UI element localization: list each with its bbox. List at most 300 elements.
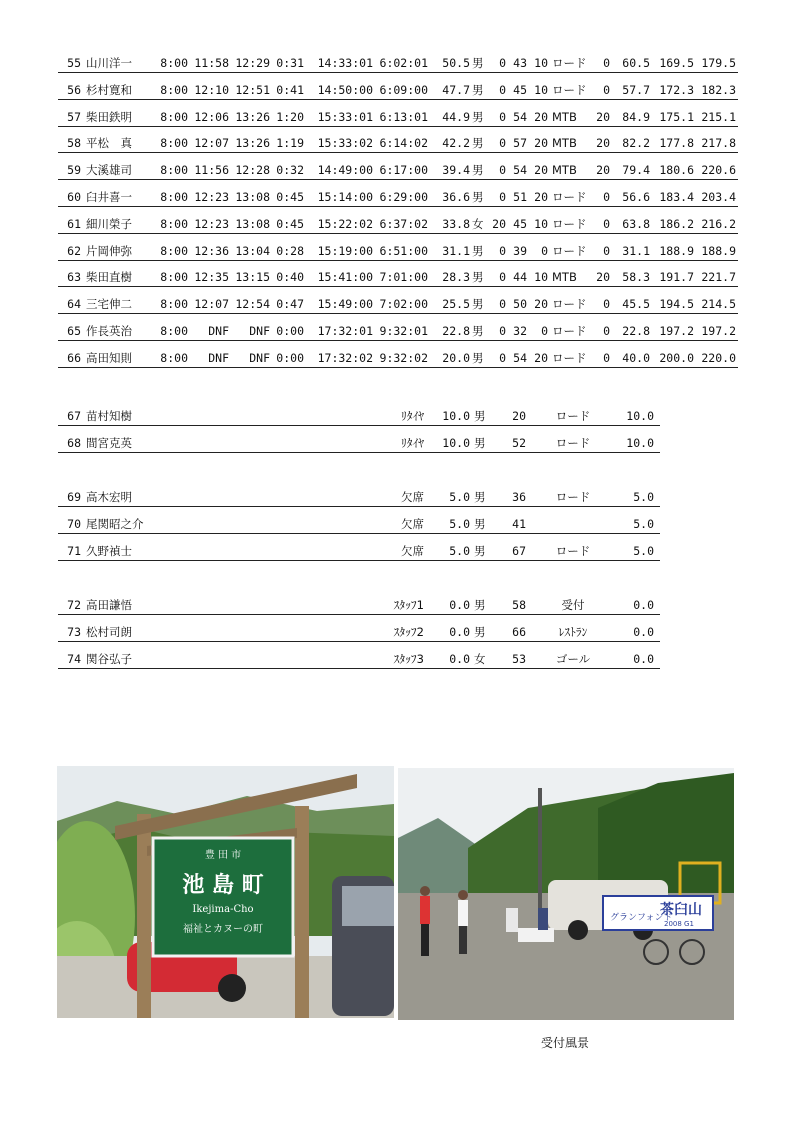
status-row — [58, 539, 660, 561]
cell-age: 58 — [512, 598, 526, 612]
cell-t2: 13:15 — [235, 270, 270, 285]
cell-rest: 0:45 — [276, 190, 304, 204]
status-row — [58, 620, 660, 642]
cell-finish: 14:50:00 — [317, 82, 373, 97]
result-row — [58, 239, 738, 261]
cell-age: 57 — [513, 136, 527, 151]
cell-sex: 男 — [474, 598, 486, 612]
cell-bp: 0 — [603, 190, 610, 204]
cell-status: ｽﾀｯﾌ3 — [393, 652, 424, 666]
cell-a: 22.8 — [622, 324, 650, 338]
cell-rest: 0:40 — [276, 270, 304, 285]
cell-t1: 12:23 — [194, 190, 229, 204]
cell-name: 片岡伸弥 — [86, 243, 132, 258]
cell-name: 松村司朗 — [86, 625, 132, 639]
banner-line3: 2008 G1 — [664, 920, 694, 928]
cell-age: 39 — [513, 243, 527, 258]
sign-romaji-text: Ikejima-Cho — [192, 904, 254, 915]
cell-rest: 0:32 — [276, 163, 304, 178]
cell-s2: 20 — [492, 216, 506, 231]
cell-total: 6:02:01 — [379, 56, 428, 70]
cell-rest: 1:19 — [276, 136, 304, 151]
cell-pts: 33.8 — [442, 216, 470, 231]
cell-total: 6:17:00 — [379, 163, 428, 178]
cell-a: 60.5 — [622, 56, 650, 70]
cell-finish: 15:19:00 — [317, 243, 373, 258]
cell-sex: 男 — [474, 625, 486, 639]
result-row — [58, 265, 738, 287]
cell-b: 20 — [534, 297, 548, 312]
cell-name: 高木宏明 — [86, 490, 132, 504]
cell-sex: 男 — [472, 270, 484, 285]
cell-rest: 0:28 — [276, 243, 304, 258]
cell-d: 214.5 — [701, 297, 736, 312]
cell-d: 217.8 — [701, 136, 736, 151]
cell-a: 58.3 — [622, 270, 650, 285]
status-row — [58, 485, 660, 507]
cell-start: 8:00 — [160, 136, 188, 151]
cell-no: 60 — [67, 190, 81, 204]
cell-start: 8:00 — [160, 297, 188, 312]
banner-line1: グランフォンド — [610, 913, 673, 923]
cell-t1: 12:23 — [194, 216, 229, 231]
cell-t2: 13:26 — [235, 109, 270, 124]
cell-sex: 男 — [472, 190, 484, 204]
cell-pts: 36.6 — [442, 190, 470, 204]
cell-start: 8:00 — [160, 109, 188, 124]
cell-sex: 男 — [474, 490, 486, 504]
cell-start: 8:00 — [160, 350, 188, 365]
cell-age: 53 — [512, 652, 526, 666]
sign-city-text: 豊 田 市 — [204, 850, 242, 861]
cell-bike: MTB — [552, 270, 577, 285]
cell-no: 73 — [67, 625, 81, 639]
cell-no: 63 — [67, 270, 81, 285]
result-row — [58, 131, 738, 153]
cell-sex: 男 — [472, 243, 484, 258]
cell-bp: 20 — [596, 270, 610, 285]
cell-t2: 13:04 — [235, 243, 270, 258]
cell-name: 柴田直樹 — [86, 270, 132, 285]
cell-bike: ロード — [552, 243, 587, 258]
cell-bp: 20 — [596, 163, 610, 178]
cell-no: 57 — [67, 109, 81, 124]
status-row — [58, 404, 660, 426]
cell-sex: 男 — [474, 544, 486, 558]
cell-pts: 20.0 — [442, 350, 470, 365]
cell-sex: 女 — [474, 652, 486, 666]
cell-age: 36 — [512, 490, 526, 504]
cell-c: 186.2 — [659, 216, 694, 231]
cell-no: 72 — [67, 598, 81, 612]
cell-age: 54 — [513, 350, 527, 365]
result-row — [58, 346, 738, 368]
cell-sex: 男 — [472, 82, 484, 97]
cell-bike: ロード — [552, 216, 587, 231]
cell-bike: ロード — [555, 544, 591, 558]
cell-s2: 0 — [499, 163, 506, 178]
cell-a: 57.7 — [622, 82, 650, 97]
cell-start: 8:00 — [160, 216, 188, 231]
cell-total: 6:51:00 — [379, 243, 428, 258]
cell-age: 54 — [513, 163, 527, 178]
cell-pts: 10.0 — [442, 436, 470, 450]
cell-s2: 0 — [499, 82, 506, 97]
cell-age: 44 — [513, 270, 527, 285]
cell-age: 45 — [513, 216, 527, 231]
cell-no: 70 — [67, 517, 81, 531]
cell-no: 62 — [67, 243, 81, 258]
status-row — [58, 593, 660, 615]
result-row — [58, 51, 738, 73]
cell-t2: 13:08 — [235, 216, 270, 231]
cell-bike: ゴール — [555, 652, 591, 666]
cell-a: 63.8 — [622, 216, 650, 231]
cell-age: 51 — [513, 190, 527, 204]
cell-s2: 0 — [499, 136, 506, 151]
cell-t2: 12:54 — [235, 297, 270, 312]
result-row — [58, 319, 738, 341]
cell-pts: 10.0 — [442, 409, 470, 423]
cell-bike: ロード — [552, 82, 587, 97]
sign-town-text: 池 島 町 — [182, 873, 264, 898]
cell-b: 10 — [534, 216, 548, 231]
cell-pts: 0.0 — [449, 652, 470, 666]
cell-bp: 0 — [603, 324, 610, 338]
cell-sex: 男 — [474, 517, 486, 531]
cell-start: 8:00 — [160, 243, 188, 258]
cell-rest: 0:41 — [276, 82, 304, 97]
cell-sex: 男 — [472, 56, 484, 70]
cell-sex: 男 — [472, 109, 484, 124]
cell-age: 32 — [513, 324, 527, 338]
cell-pts: 39.4 — [442, 163, 470, 178]
cell-finish: 14:49:00 — [317, 163, 373, 178]
banner-line2: 茶臼山 — [660, 902, 702, 918]
cell-c: 172.3 — [659, 82, 694, 97]
cell-total: 0.0 — [633, 652, 654, 666]
cell-total: 0.0 — [633, 598, 654, 612]
cell-finish: 15:14:00 — [317, 190, 373, 204]
cell-a: 45.5 — [622, 297, 650, 312]
cell-start: 8:00 — [160, 56, 188, 70]
cell-pts: 25.5 — [442, 297, 470, 312]
cell-a: 84.9 — [622, 109, 650, 124]
cell-finish: 15:22:02 — [317, 216, 373, 231]
cell-t1: DNF — [208, 350, 229, 365]
cell-c: 183.4 — [659, 190, 694, 204]
cell-t2: 12:28 — [235, 163, 270, 178]
cell-total: 5.0 — [633, 490, 654, 504]
cell-pts: 28.3 — [442, 270, 470, 285]
cell-bike: ロード — [552, 297, 587, 312]
cell-bike: ロード — [555, 436, 591, 450]
cell-name: 細川榮子 — [86, 216, 132, 231]
cell-no: 58 — [67, 136, 81, 151]
cell-b: 20 — [534, 350, 548, 365]
cell-t2: 12:51 — [235, 82, 270, 97]
cell-age: 20 — [512, 409, 526, 423]
cell-no: 71 — [67, 544, 81, 558]
cell-total: 6:13:01 — [379, 109, 428, 124]
cell-no: 68 — [67, 436, 81, 450]
cell-name: 杉村寛和 — [86, 82, 132, 97]
cell-finish: 15:49:00 — [317, 297, 373, 312]
cell-t1: DNF — [208, 324, 229, 338]
cell-bp: 0 — [603, 56, 610, 70]
cell-total: 6:09:00 — [379, 82, 428, 97]
cell-d: 179.5 — [701, 56, 736, 70]
result-row — [58, 212, 738, 234]
cell-age: 54 — [513, 109, 527, 124]
cell-s2: 0 — [499, 324, 506, 338]
cell-b: 20 — [534, 163, 548, 178]
cell-b: 20 — [534, 109, 548, 124]
cell-d: 221.7 — [701, 270, 736, 285]
cell-sex: 女 — [472, 216, 484, 231]
cell-name: 作長英治 — [86, 324, 132, 338]
cell-pts: 47.7 — [442, 82, 470, 97]
cell-c: 197.2 — [659, 324, 694, 338]
cell-bp: 0 — [603, 82, 610, 97]
cell-no: 67 — [67, 409, 81, 423]
cell-age: 43 — [513, 56, 527, 70]
cell-c: 188.9 — [659, 243, 694, 258]
reception-photo — [398, 768, 734, 1020]
cell-pts: 42.2 — [442, 136, 470, 151]
cell-bike: ロード — [552, 56, 587, 70]
sign-photo — [57, 766, 394, 1018]
cell-t1: 11:58 — [194, 56, 229, 70]
cell-name: 柴田鉄明 — [86, 109, 132, 124]
cell-total: 6:37:02 — [379, 216, 428, 231]
cell-age: 66 — [512, 625, 526, 639]
cell-name: 久野禎士 — [86, 544, 132, 558]
cell-s2: 0 — [499, 190, 506, 204]
cell-d: 197.2 — [701, 324, 736, 338]
cell-no: 55 — [67, 56, 81, 70]
cell-c: 194.5 — [659, 297, 694, 312]
cell-bike: 受付 — [561, 598, 585, 612]
cell-pts: 0.0 — [449, 598, 470, 612]
cell-d: 182.3 — [701, 82, 736, 97]
cell-t2: 13:08 — [235, 190, 270, 204]
cell-b: 0 — [541, 324, 548, 338]
cell-no: 59 — [67, 163, 81, 178]
cell-bike: MTB — [552, 163, 577, 178]
cell-finish: 14:33:01 — [317, 56, 373, 70]
cell-pts: 31.1 — [442, 243, 470, 258]
cell-bp: 0 — [603, 297, 610, 312]
cell-d: 220.0 — [701, 350, 736, 365]
cell-c: 200.0 — [659, 350, 694, 365]
sign-slogan-text: 福祉とカヌーの町 — [183, 924, 263, 935]
result-row — [58, 105, 738, 127]
cell-start: 8:00 — [160, 82, 188, 97]
cell-bike: MTB — [552, 136, 577, 151]
cell-s2: 0 — [499, 56, 506, 70]
cell-s2: 0 — [499, 297, 506, 312]
cell-status: 欠席 — [401, 544, 424, 558]
cell-c: 169.5 — [659, 56, 694, 70]
cell-pts: 5.0 — [449, 490, 470, 504]
cell-bp: 0 — [603, 216, 610, 231]
cell-no: 56 — [67, 82, 81, 97]
cell-b: 10 — [534, 82, 548, 97]
cell-no: 61 — [67, 216, 81, 231]
cell-a: 79.4 — [622, 163, 650, 178]
cell-age: 52 — [512, 436, 526, 450]
cell-bike: ロード — [555, 409, 591, 423]
cell-total: 0.0 — [633, 625, 654, 639]
cell-total: 9:32:02 — [379, 350, 428, 365]
cell-pts: 5.0 — [449, 517, 470, 531]
cell-finish: 17:32:01 — [317, 324, 373, 338]
cell-bike: ロード — [552, 350, 587, 365]
cell-total: 6:29:00 — [379, 190, 428, 204]
cell-name: 高田知則 — [86, 350, 132, 365]
cell-rest: 1:20 — [276, 109, 304, 124]
cell-sex: 男 — [472, 350, 484, 365]
cell-name: 大溪雄司 — [86, 163, 132, 178]
photo-caption: 受付風景 — [540, 1036, 589, 1050]
cell-s2: 0 — [499, 350, 506, 365]
cell-s2: 0 — [499, 270, 506, 285]
cell-c: 180.6 — [659, 163, 694, 178]
status-row — [58, 512, 660, 534]
status-row — [58, 431, 660, 453]
cell-d: 215.1 — [701, 109, 736, 124]
cell-name: 関谷弘子 — [86, 652, 132, 666]
cell-status: 欠席 — [401, 517, 424, 531]
cell-name: 平松 真 — [86, 136, 132, 151]
cell-bike: ﾚｽﾄﾗﾝ — [558, 625, 588, 639]
cell-finish: 15:41:00 — [317, 270, 373, 285]
cell-s2: 0 — [499, 109, 506, 124]
cell-status: ﾘﾀｲﾔ — [401, 409, 424, 423]
cell-total: 7:02:00 — [379, 297, 428, 312]
cell-start: 8:00 — [160, 190, 188, 204]
cell-status: ﾘﾀｲﾔ — [401, 436, 424, 450]
cell-no: 64 — [67, 297, 81, 312]
cell-status: 欠席 — [401, 490, 424, 504]
cell-d: 216.2 — [701, 216, 736, 231]
cell-b: 10 — [534, 56, 548, 70]
cell-bike: ロード — [555, 490, 591, 504]
cell-total: 10.0 — [626, 436, 654, 450]
cell-rest: 0:45 — [276, 216, 304, 231]
cell-name: 山川洋一 — [86, 56, 132, 70]
cell-rest: 0:00 — [276, 324, 304, 338]
cell-pts: 22.8 — [442, 324, 470, 338]
cell-start: 8:00 — [160, 270, 188, 285]
cell-b: 20 — [534, 136, 548, 151]
cell-c: 175.1 — [659, 109, 694, 124]
cell-age: 50 — [513, 297, 527, 312]
cell-bp: 20 — [596, 136, 610, 151]
cell-name: 高田謙悟 — [86, 598, 132, 612]
result-row — [58, 292, 738, 314]
cell-total: 7:01:00 — [379, 270, 428, 285]
cell-start: 8:00 — [160, 163, 188, 178]
cell-name: 尾関昭之介 — [86, 517, 144, 531]
cell-t2: DNF — [249, 350, 270, 365]
cell-d: 220.6 — [701, 163, 736, 178]
cell-d: 203.4 — [701, 190, 736, 204]
cell-a: 40.0 — [622, 350, 650, 365]
cell-age: 41 — [512, 517, 526, 531]
cell-name: 三宅伸二 — [86, 297, 132, 312]
cell-b: 0 — [541, 243, 548, 258]
cell-sex: 男 — [472, 297, 484, 312]
cell-name: 臼井喜一 — [86, 190, 132, 204]
cell-pts: 0.0 — [449, 625, 470, 639]
event-banner — [603, 896, 713, 930]
cell-no: 66 — [67, 350, 81, 365]
cell-sex: 男 — [474, 409, 486, 423]
cell-a: 82.2 — [622, 136, 650, 151]
cell-status: ｽﾀｯﾌ1 — [393, 598, 424, 612]
cell-bp: 0 — [603, 243, 610, 258]
cell-t1: 11:56 — [194, 163, 229, 178]
cell-total: 5.0 — [633, 544, 654, 558]
cell-pts: 5.0 — [449, 544, 470, 558]
cell-sex: 男 — [472, 136, 484, 151]
cell-t1: 12:07 — [194, 136, 229, 151]
cell-finish: 17:32:02 — [317, 350, 373, 365]
cell-b: 10 — [534, 270, 548, 285]
cell-total: 10.0 — [626, 409, 654, 423]
cell-no: 65 — [67, 324, 81, 338]
cell-t2: DNF — [249, 324, 270, 338]
cell-d: 188.9 — [701, 243, 736, 258]
cell-bike: ロード — [552, 324, 587, 338]
cell-sex: 男 — [472, 163, 484, 178]
cell-no: 74 — [67, 652, 81, 666]
cell-bp: 0 — [603, 350, 610, 365]
cell-rest: 0:31 — [276, 56, 304, 70]
reception-photo-image — [398, 768, 734, 1020]
result-row — [58, 78, 738, 100]
cell-rest: 0:00 — [276, 350, 304, 365]
cell-name: 間宮克英 — [86, 436, 132, 450]
cell-status: ｽﾀｯﾌ2 — [393, 625, 424, 639]
cell-bike: ロード — [552, 190, 587, 204]
cell-t2: 12:29 — [235, 56, 270, 70]
cell-sex: 男 — [472, 324, 484, 338]
cell-total: 9:32:01 — [379, 324, 428, 338]
cell-t1: 12:10 — [194, 82, 229, 97]
cell-rest: 0:47 — [276, 297, 304, 312]
cell-bp: 20 — [596, 109, 610, 124]
cell-pts: 44.9 — [442, 109, 470, 124]
cell-t1: 12:35 — [194, 270, 229, 285]
cell-age: 67 — [512, 544, 526, 558]
sign-photo-image — [57, 766, 394, 1018]
cell-sex: 男 — [474, 436, 486, 450]
cell-t2: 13:26 — [235, 136, 270, 151]
cell-t1: 12:06 — [194, 109, 229, 124]
status-row — [58, 647, 660, 669]
cell-c: 177.8 — [659, 136, 694, 151]
result-row — [58, 158, 738, 180]
cell-a: 56.6 — [622, 190, 650, 204]
cell-total: 5.0 — [633, 517, 654, 531]
cell-a: 31.1 — [622, 243, 650, 258]
cell-age: 45 — [513, 82, 527, 97]
cell-pts: 50.5 — [442, 56, 470, 70]
cell-s2: 0 — [499, 243, 506, 258]
